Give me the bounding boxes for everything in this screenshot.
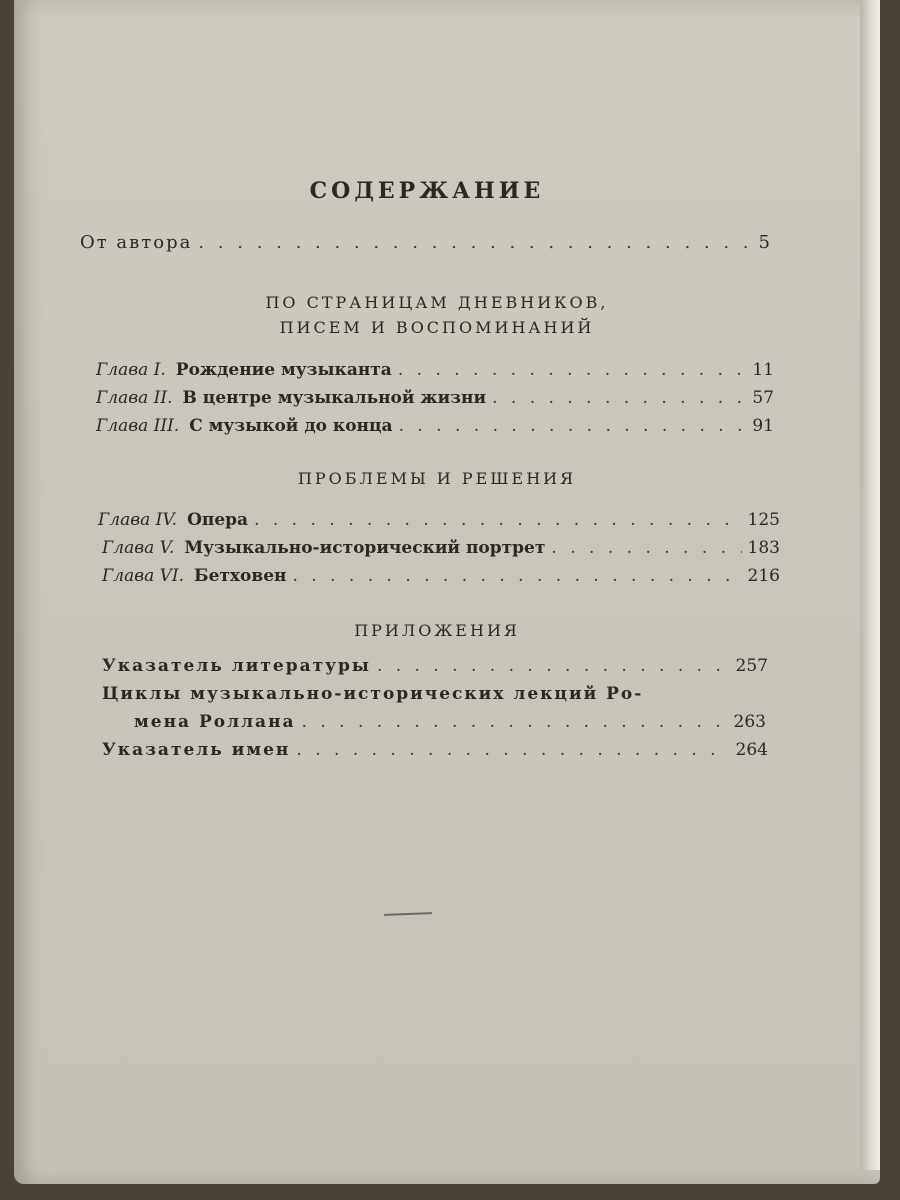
book-page — [14, 0, 880, 1184]
page-number: 216 — [747, 566, 780, 586]
chapter-title: С музыкой до конца — [189, 416, 393, 436]
toc-entry-lectures-line1 — [102, 684, 768, 710]
section-title: ПИСЕМ И ВОСПОМИНАНИЙ — [279, 318, 595, 337]
toc-entry-chapter-5 — [102, 538, 780, 564]
leader-dots — [254, 510, 741, 530]
chapter-number: Глава V. — [102, 538, 175, 558]
toc-entry-bibliography — [102, 656, 768, 682]
leader-dots — [302, 712, 728, 732]
chapter-title: В центре музыкальной жизни — [182, 388, 487, 408]
chapter-number: Глава II. — [96, 388, 173, 408]
toc-entry-chapter-1 — [96, 360, 774, 386]
entry-label: От автора — [80, 232, 193, 253]
chapter-title: Опера — [187, 510, 249, 530]
page-number: 125 — [747, 510, 780, 530]
toc-entry-from-author — [80, 232, 770, 258]
section-title: ПО СТРАНИЦАМ ДНЕВНИКОВ, — [265, 293, 609, 312]
chapter-number: Глава III. — [96, 416, 180, 436]
toc-entry-name-index — [102, 740, 768, 766]
chapter-number: Глава VI. — [102, 566, 185, 586]
toc-entry-lectures-line2 — [134, 712, 766, 738]
leader-dots — [296, 740, 729, 760]
entry-title: мена Роллана — [134, 712, 296, 732]
toc-entry-chapter-3 — [96, 416, 774, 442]
page-number: 91 — [752, 416, 774, 436]
toc-entry-chapter-6 — [102, 566, 780, 592]
chapter-number: Глава IV. — [98, 510, 178, 530]
leader-dots — [492, 388, 746, 408]
chapter-title: Музыкально-исторический портрет — [184, 538, 546, 558]
section-title: ПРИЛОЖЕНИЯ — [354, 621, 520, 640]
page-number: 264 — [735, 740, 768, 760]
toc-entry-chapter-4 — [98, 510, 780, 536]
toc-entry-chapter-2 — [96, 388, 774, 414]
leader-dots — [399, 416, 747, 436]
page-number: 11 — [752, 360, 774, 380]
chapter-title: Рождение музыканта — [175, 360, 392, 380]
page-number: 263 — [733, 712, 766, 732]
page-edge — [860, 0, 880, 1170]
entry-title: Циклы музыкально-исторических лекций Ро- — [102, 684, 644, 704]
page-number: 57 — [752, 388, 774, 408]
chapter-number: Глава I. — [96, 360, 166, 380]
page-number: 257 — [735, 656, 768, 676]
page-number: 183 — [747, 538, 780, 558]
leader-dots — [551, 538, 741, 558]
leader-dots — [292, 566, 741, 586]
leader-dots — [398, 360, 747, 380]
chapter-title: Бетховен — [194, 566, 287, 586]
contents-title: СОДЕРЖАНИЕ — [309, 178, 545, 204]
print-mark — [384, 912, 432, 916]
section-title: ПРОБЛЕМЫ И РЕШЕНИЯ — [297, 469, 577, 488]
leader-dots — [198, 232, 752, 253]
page-number: 5 — [758, 232, 770, 253]
leader-dots — [377, 656, 730, 676]
entry-title: Указатель имен — [102, 740, 291, 760]
entry-title: Указатель литературы — [102, 656, 371, 676]
